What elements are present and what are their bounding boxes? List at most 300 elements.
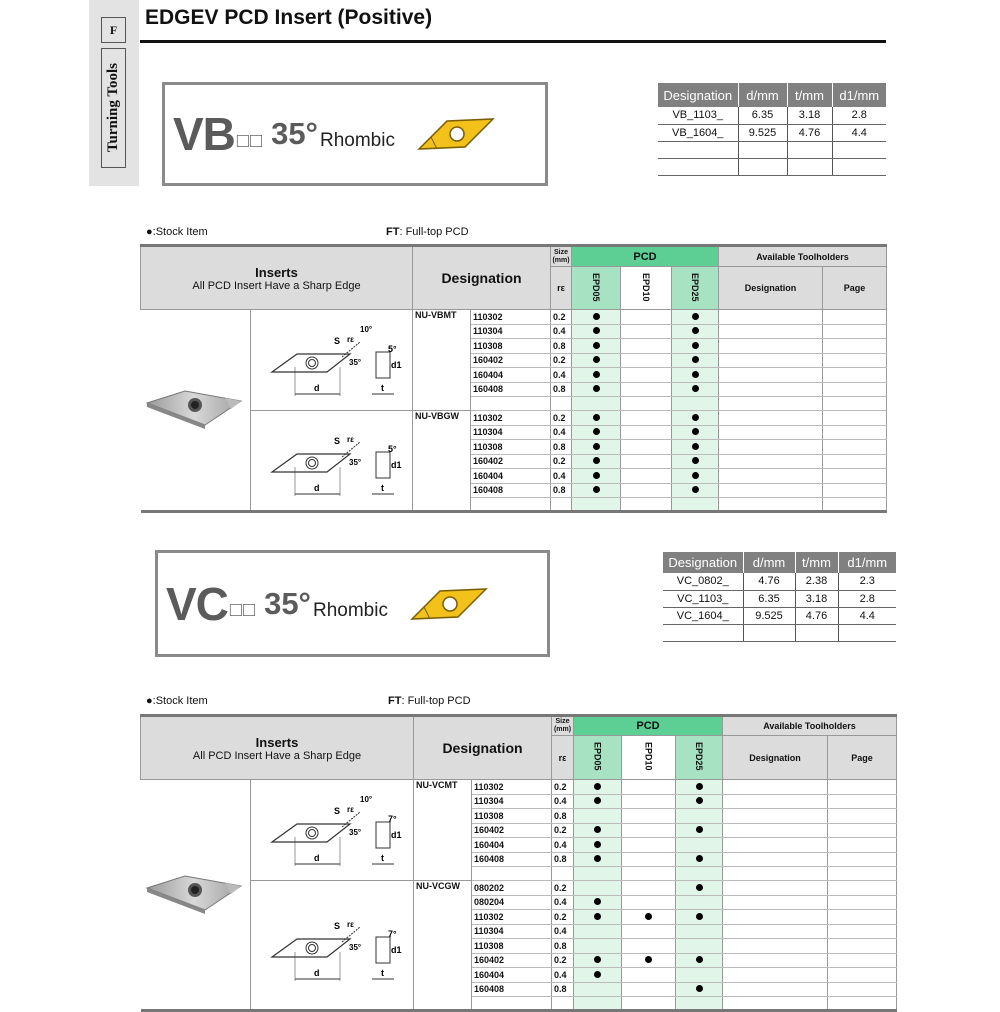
drawing-label-clear: 5° <box>387 444 397 454</box>
grade-header-epd10 <box>622 736 676 780</box>
grade-cell-epd10 <box>622 838 676 853</box>
toolholder-page-cell <box>823 454 887 469</box>
dimension-cell <box>738 141 787 158</box>
grade-cell-epd25 <box>672 324 719 339</box>
dimension-cell <box>658 158 738 175</box>
dimension-cell: 3.18 <box>795 590 838 607</box>
stock-dot-icon <box>645 913 652 920</box>
toolholder-page-cell <box>828 939 897 954</box>
dimension-cell: 9.525 <box>743 607 795 624</box>
insert-code: 110304 <box>472 924 552 939</box>
pcd-header: PCD <box>574 716 723 736</box>
grade-cell-epd10 <box>621 454 672 469</box>
corner-radius: 0.2 <box>552 910 574 925</box>
grade-cell-epd25 <box>672 339 719 354</box>
toolholder-designation-cell <box>723 997 828 1011</box>
stock-dot-icon <box>696 783 703 790</box>
insert-image-cell <box>141 780 251 1011</box>
grade-cell-epd05 <box>574 997 622 1011</box>
title-divider <box>140 40 886 43</box>
stock-dot-icon <box>594 898 601 905</box>
grade-cell-epd25 <box>676 997 723 1011</box>
corner-radius: 0.2 <box>551 310 572 325</box>
grade-cell-epd05 <box>574 809 622 824</box>
insert-availability-table <box>140 244 887 513</box>
chapter-letter: F <box>101 17 126 43</box>
toolholder-designation-cell <box>719 382 823 397</box>
drawing-label-d1: d1 <box>390 460 402 470</box>
corner-radius: 0.2 <box>551 411 572 426</box>
stock-dot-icon <box>594 971 601 978</box>
toolholder-designation-cell <box>723 852 828 867</box>
grade-cell-epd05 <box>572 469 621 484</box>
grade-label: EPD05 <box>591 272 601 302</box>
grade-cell-epd10 <box>621 397 672 411</box>
corner-radius: 0.2 <box>552 823 574 838</box>
stock-dot-icon <box>696 855 703 862</box>
grade-cell-epd10 <box>622 823 676 838</box>
toolholder-page-cell <box>823 483 887 498</box>
drawing-cell <box>251 780 414 881</box>
stock-dot-icon <box>692 486 699 493</box>
grade-cell-epd10 <box>622 780 676 795</box>
grade-label: EPD10 <box>641 272 651 302</box>
dimension-header: t/mm <box>787 83 832 107</box>
insert-code: 160408 <box>471 382 551 397</box>
drawing-label-d: d <box>313 483 319 493</box>
corner-radius: 0.2 <box>551 353 572 368</box>
grade-cell-epd05 <box>574 939 622 954</box>
insert-code: 110302 <box>472 910 552 925</box>
toolholder-designation-cell <box>723 823 828 838</box>
series-name: NU-VBMT <box>413 310 471 411</box>
grade-cell-epd25 <box>676 838 723 853</box>
dimension-cell: 3.18 <box>787 107 832 124</box>
insert-code: 110308 <box>472 939 552 954</box>
drawing-label-t: t <box>380 382 384 393</box>
grade-cell-epd05 <box>574 910 622 925</box>
stock-dot-icon <box>594 783 601 790</box>
grade-cell-epd05 <box>574 838 622 853</box>
insert-code <box>472 997 552 1011</box>
toolholder-page-cell <box>828 809 897 824</box>
stock-dot-icon <box>594 841 601 848</box>
stock-dot-icon <box>692 371 699 378</box>
dimension-header: t/mm <box>795 552 838 573</box>
dimension-cell <box>838 624 896 641</box>
grade-cell-epd25 <box>672 411 719 426</box>
grade-cell-epd10 <box>621 310 672 325</box>
grade-header-epd05 <box>572 267 621 310</box>
stock-dot-icon <box>594 913 601 920</box>
corner-radius-header: rε <box>551 267 572 310</box>
dimension-cell: 4.4 <box>832 124 886 141</box>
insert-code <box>471 498 551 512</box>
grade-cell-epd25 <box>672 397 719 411</box>
rhombic-insert-icon <box>417 117 495 151</box>
stock-dot-icon <box>593 327 600 334</box>
stock-dot-icon <box>692 428 699 435</box>
grade-cell-epd05 <box>572 411 621 426</box>
toolholder-page-cell <box>828 867 897 881</box>
toolholder-page-header: Page <box>823 267 887 310</box>
insert-code: 160402 <box>471 454 551 469</box>
corner-radius <box>552 997 574 1011</box>
toolholder-page-cell <box>823 440 887 455</box>
chapter-label: Turning Tools <box>101 48 126 168</box>
toolholder-designation-cell <box>723 838 828 853</box>
insert-technical-drawing <box>252 897 412 992</box>
series-name: NU-VBGW <box>413 411 471 512</box>
drawing-label-d1: d1 <box>391 829 402 840</box>
stock-dot-icon <box>593 486 600 493</box>
insert-code: 110308 <box>472 809 552 824</box>
insert-angle: 35° <box>271 116 318 151</box>
corner-radius: 0.4 <box>552 794 574 809</box>
insert-photo <box>145 389 245 429</box>
dimension-row <box>663 624 896 641</box>
dimension-row <box>663 590 896 607</box>
corner-radius: 0.4 <box>552 968 574 983</box>
corner-radius: 0.2 <box>552 881 574 896</box>
grade-cell-epd05 <box>574 953 622 968</box>
drawing-label-top_angle: 10° <box>359 324 372 334</box>
grade-label: EPD25 <box>694 742 704 771</box>
grade-cell-epd25 <box>672 368 719 383</box>
designation-header: Designation <box>414 716 552 780</box>
stock-dot-icon <box>692 414 699 421</box>
toolholder-designation-cell <box>719 324 823 339</box>
toolholder-page-cell <box>823 324 887 339</box>
grade-cell-epd10 <box>622 997 676 1011</box>
corner-radius: 0.4 <box>552 924 574 939</box>
grade-cell-epd10 <box>621 483 672 498</box>
stock-dot-icon <box>692 472 699 479</box>
dimension-cell <box>832 141 886 158</box>
drawing-label-clear: 5° <box>387 343 397 354</box>
stock-dot-icon <box>593 472 600 479</box>
toolholder-designation-header: Designation <box>723 736 828 780</box>
toolholder-designation-cell <box>719 440 823 455</box>
stock-dot-icon <box>692 385 699 392</box>
insert-shape: Rhombic <box>319 130 395 151</box>
insert-code: 080202 <box>472 881 552 896</box>
grade-cell-epd25 <box>672 310 719 325</box>
stock-dot-icon <box>594 826 601 833</box>
dimension-cell: 6.35 <box>743 590 795 607</box>
toolholder-page-cell <box>823 469 887 484</box>
insert-code: 160404 <box>471 368 551 383</box>
toolholder-page-cell <box>828 968 897 983</box>
toolholder-designation-cell <box>719 353 823 368</box>
toolholder-page-cell <box>828 997 897 1011</box>
toolholder-designation-cell <box>719 498 823 512</box>
size-header: Size (mm) <box>551 246 572 267</box>
inserts-header <box>141 246 413 310</box>
drawing-label-clear: 7° <box>388 813 397 824</box>
designation-header: Designation <box>413 246 551 310</box>
drawing-label-s: S <box>334 920 341 931</box>
toolholder-designation-cell <box>723 939 828 954</box>
corner-radius <box>552 867 574 881</box>
dimension-header: Designation <box>663 552 743 573</box>
toolholder-page-cell <box>823 382 887 397</box>
insert-image-cell <box>141 310 251 512</box>
dimension-cell: 6.35 <box>738 107 787 124</box>
grade-cell-epd05 <box>574 895 622 910</box>
corner-radius: 0.2 <box>552 953 574 968</box>
dimension-header: d/mm <box>743 552 795 573</box>
toolholder-designation-cell <box>723 895 828 910</box>
dimension-cell: 4.76 <box>795 607 838 624</box>
grade-cell-epd10 <box>622 953 676 968</box>
stock-dot-icon <box>593 457 600 464</box>
insert-technical-drawing <box>252 412 412 507</box>
grade-cell-epd25 <box>672 382 719 397</box>
drawing-cell <box>251 411 413 512</box>
dimension-cell: 4.4 <box>838 607 896 624</box>
stock-dot-icon <box>696 826 703 833</box>
grade-cell-epd25 <box>672 498 719 512</box>
table-row <box>141 310 887 325</box>
dimension-header: d/mm <box>738 83 787 107</box>
grade-cell-epd05 <box>572 324 621 339</box>
stock-dot-icon <box>593 428 600 435</box>
corner-radius: 0.8 <box>552 982 574 997</box>
fulltop-legend <box>386 226 469 238</box>
toolholders-header: Available Toolholders <box>719 246 887 267</box>
drawing-label-re: rε <box>346 334 354 344</box>
grade-cell-epd25 <box>676 881 723 896</box>
insert-code: 160408 <box>472 852 552 867</box>
drawing-label-d1: d1 <box>390 359 402 370</box>
insert-code: 160404 <box>472 968 552 983</box>
drawing-label-t: t <box>380 483 384 493</box>
insert-angle: 35° <box>264 585 311 621</box>
grade-header-epd25 <box>672 267 719 310</box>
grade-label: EPD25 <box>690 272 700 302</box>
drawing-label-top_angle: 10° <box>360 794 373 804</box>
grade-cell-epd25 <box>676 982 723 997</box>
header-row-1 <box>141 716 897 736</box>
drawing-label-t: t <box>381 852 384 863</box>
inserts-title: Inserts <box>255 264 298 280</box>
insert-technical-drawing <box>252 312 412 407</box>
grade-cell-epd05 <box>572 425 621 440</box>
insert-code: 110302 <box>471 411 551 426</box>
stock-dot-icon <box>692 457 699 464</box>
stock-dot-icon <box>645 956 652 963</box>
grade-cell-epd05 <box>572 440 621 455</box>
grade-cell-epd05 <box>574 924 622 939</box>
toolholder-page-cell <box>828 982 897 997</box>
insert-code: 160402 <box>472 953 552 968</box>
toolholder-designation-cell <box>719 411 823 426</box>
dimension-header: d1/mm <box>832 83 886 107</box>
dimension-table <box>663 552 896 642</box>
drawing-label-angle: 35° <box>349 942 362 952</box>
insert-code <box>471 397 551 411</box>
drawing-label-t: t <box>381 967 384 978</box>
corner-radius: 0.8 <box>551 483 572 498</box>
series-banner <box>155 550 550 657</box>
insert-code: 080204 <box>472 895 552 910</box>
dimension-cell: VB_1103_ <box>658 107 738 124</box>
corner-radius: 0.8 <box>552 939 574 954</box>
grade-cell-epd05 <box>574 867 622 881</box>
drawing-label-d: d <box>314 967 320 978</box>
grade-cell-epd25 <box>676 794 723 809</box>
drawing-label-re: rε <box>347 919 354 929</box>
drawing-label-angle: 35° <box>348 458 361 467</box>
grade-cell-epd10 <box>621 411 672 426</box>
insert-code: 110308 <box>471 440 551 455</box>
dimension-header: d1/mm <box>838 552 896 573</box>
toolholder-designation-header: Designation <box>719 267 823 310</box>
stock-legend: ●:Stock Item <box>146 695 208 707</box>
toolholder-page-cell <box>828 780 897 795</box>
insert-code: 160402 <box>471 353 551 368</box>
toolholder-designation-cell <box>723 794 828 809</box>
grade-cell-epd25 <box>676 809 723 824</box>
grade-cell-epd25 <box>676 867 723 881</box>
grade-cell-epd25 <box>672 454 719 469</box>
dimension-cell <box>663 624 743 641</box>
corner-radius: 0.8 <box>551 382 572 397</box>
grade-cell-epd10 <box>621 469 672 484</box>
stock-dot-icon <box>593 371 600 378</box>
grade-cell-epd25 <box>672 469 719 484</box>
pcd-header: PCD <box>572 246 719 267</box>
corner-radius: 0.4 <box>551 368 572 383</box>
toolholder-page-cell <box>823 498 887 512</box>
insert-shape: Rhombic <box>312 599 388 621</box>
toolholder-designation-cell <box>719 368 823 383</box>
dimension-header-row <box>658 83 886 107</box>
grade-cell-epd05 <box>572 353 621 368</box>
grade-cell-epd05 <box>572 397 621 411</box>
toolholder-page-cell <box>823 310 887 325</box>
toolholder-page-cell <box>823 368 887 383</box>
toolholder-page-cell <box>823 397 887 411</box>
stock-dot-icon <box>593 443 600 450</box>
series-code: VB <box>173 108 235 160</box>
insert-code: 160404 <box>471 469 551 484</box>
insert-code: 160402 <box>472 823 552 838</box>
drawing-label-re: rε <box>346 435 354 444</box>
dimension-row <box>658 141 886 158</box>
grade-cell-epd25 <box>676 823 723 838</box>
inserts-header <box>141 716 414 780</box>
grade-cell-epd05 <box>572 382 621 397</box>
toolholder-designation-cell <box>723 881 828 896</box>
grade-cell-epd10 <box>622 881 676 896</box>
toolholder-page-cell <box>823 411 887 426</box>
dimension-header: Designation <box>658 83 738 107</box>
grade-cell-epd10 <box>622 794 676 809</box>
grade-cell-epd10 <box>621 353 672 368</box>
toolholder-designation-cell <box>719 310 823 325</box>
dimension-table <box>658 83 886 176</box>
grade-cell-epd10 <box>622 968 676 983</box>
grade-cell-epd25 <box>672 425 719 440</box>
grade-cell-epd10 <box>622 910 676 925</box>
insert-code: 160408 <box>471 483 551 498</box>
drawing-label-s: S <box>333 436 340 446</box>
grade-cell-epd25 <box>676 852 723 867</box>
drawing-label-s: S <box>334 805 341 816</box>
drawing-cell <box>251 881 414 1011</box>
grade-cell-epd10 <box>622 895 676 910</box>
series-code-placeholder: □□ <box>236 129 264 152</box>
toolholder-page-cell <box>828 794 897 809</box>
grade-cell-epd10 <box>621 382 672 397</box>
insert-code: 160408 <box>472 982 552 997</box>
table-row <box>141 411 887 426</box>
toolholder-page-header: Page <box>828 736 897 780</box>
grade-cell-epd25 <box>676 780 723 795</box>
fulltop-legend <box>388 695 471 707</box>
toolholder-page-cell <box>823 353 887 368</box>
stock-dot-icon <box>593 313 600 320</box>
corner-radius <box>551 498 572 512</box>
grade-cell-epd05 <box>574 780 622 795</box>
toolholder-designation-cell <box>719 339 823 354</box>
grade-cell-epd10 <box>621 440 672 455</box>
size-header: Size (mm) <box>552 716 574 736</box>
grade-cell-epd10 <box>622 852 676 867</box>
insert-code: 110304 <box>472 794 552 809</box>
grade-label: EPD10 <box>643 742 654 771</box>
grade-cell-epd05 <box>572 498 621 512</box>
grade-cell-epd05 <box>572 310 621 325</box>
stock-dot-icon <box>593 342 600 349</box>
dimension-header-row <box>663 552 896 573</box>
grade-header-epd05 <box>574 736 622 780</box>
stock-dot-icon <box>692 356 699 363</box>
drawing-label-clear: 7° <box>388 928 397 939</box>
dimension-cell: 4.76 <box>787 124 832 141</box>
series-banner <box>162 82 548 186</box>
dimension-row <box>658 107 886 124</box>
corner-radius: 0.4 <box>552 895 574 910</box>
insert-code: 160404 <box>472 838 552 853</box>
insert-technical-drawing <box>252 782 412 877</box>
drawing-label-d1: d1 <box>391 944 402 955</box>
drawing-label-angle: 35° <box>348 357 361 367</box>
series-code: VC <box>166 577 228 630</box>
dimension-cell: VC_1604_ <box>663 607 743 624</box>
fulltop-key: FT <box>388 695 402 707</box>
table-row <box>141 780 897 795</box>
corner-radius-header: rε <box>552 736 574 780</box>
grade-cell-epd10 <box>622 939 676 954</box>
table-row <box>141 881 897 896</box>
toolholder-designation-cell <box>723 867 828 881</box>
toolholder-designation-cell <box>719 397 823 411</box>
stock-dot-icon <box>696 797 703 804</box>
stock-dot-icon <box>696 985 703 992</box>
dimension-cell: 9.525 <box>738 124 787 141</box>
drawing-cell <box>251 310 413 411</box>
grade-cell-epd25 <box>672 440 719 455</box>
toolholder-page-cell <box>828 838 897 853</box>
insert-code <box>472 867 552 881</box>
page-title: EDGEV PCD Insert (Positive) <box>145 6 433 29</box>
series-code-placeholder: □□ <box>229 599 257 621</box>
stock-dot-icon <box>696 956 703 963</box>
toolholder-page-cell <box>823 339 887 354</box>
